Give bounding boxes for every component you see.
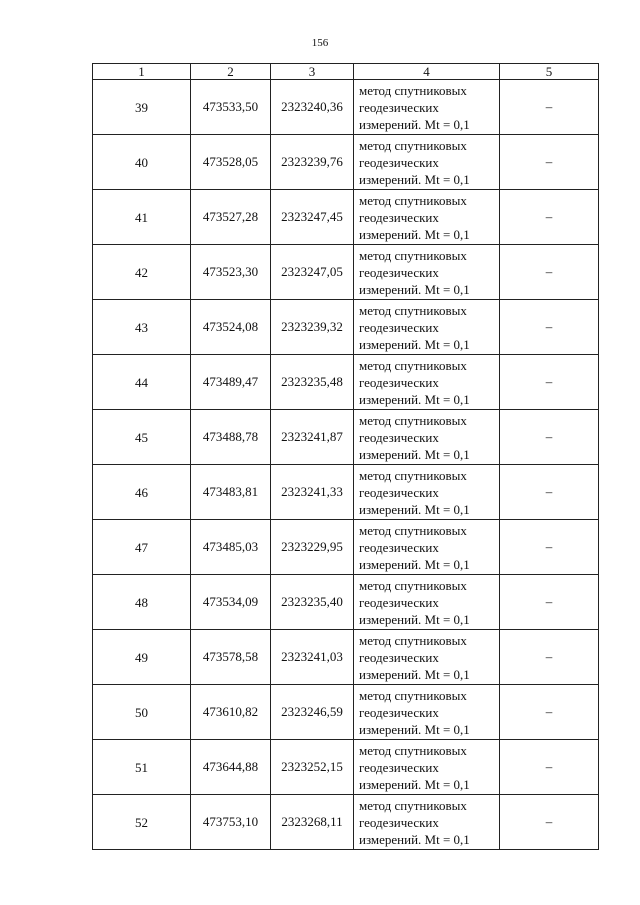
header-col-3: 3 bbox=[271, 64, 354, 80]
method-line-3: измерений. Mt = 0,1 bbox=[359, 831, 470, 847]
method-cell bbox=[354, 80, 500, 135]
column-5-cell: – bbox=[500, 80, 599, 135]
table-row bbox=[93, 630, 599, 685]
method-line-1: метод спутниковых bbox=[359, 577, 467, 593]
table-row bbox=[93, 135, 599, 190]
method-line-3: измерений. Mt = 0,1 bbox=[359, 501, 470, 517]
table-row bbox=[93, 685, 599, 740]
method-line-2: геодезических bbox=[359, 319, 439, 335]
table-row bbox=[93, 520, 599, 575]
method-line-1: метод спутниковых bbox=[359, 687, 467, 703]
method-line-1: метод спутниковых bbox=[359, 467, 467, 483]
table-row bbox=[93, 795, 599, 850]
y-coordinate-cell: 2323246,59 bbox=[271, 685, 354, 740]
method-line-1: метод спутниковых bbox=[359, 797, 467, 813]
method-line-1: метод спутниковых bbox=[359, 742, 467, 758]
method-line-1: метод спутниковых bbox=[359, 302, 467, 318]
table-row bbox=[93, 190, 599, 245]
point-number-cell: 46 bbox=[93, 465, 191, 520]
method-line-1: метод спутниковых bbox=[359, 632, 467, 648]
method-line-3: измерений. Mt = 0,1 bbox=[359, 116, 470, 132]
column-5-cell: – bbox=[500, 410, 599, 465]
y-coordinate-cell: 2323239,76 bbox=[271, 135, 354, 190]
point-number-cell: 51 bbox=[93, 740, 191, 795]
y-coordinate-cell: 2323241,33 bbox=[271, 465, 354, 520]
header-col-1: 1 bbox=[93, 64, 191, 80]
column-5-cell: – bbox=[500, 520, 599, 575]
x-coordinate-cell: 473578,58 bbox=[191, 630, 271, 685]
method-line-1: метод спутниковых bbox=[359, 82, 467, 98]
column-5-cell: – bbox=[500, 630, 599, 685]
method-line-3: измерений. Mt = 0,1 bbox=[359, 391, 470, 407]
table-row bbox=[93, 300, 599, 355]
method-cell bbox=[354, 465, 500, 520]
method-line-2: геодезических bbox=[359, 374, 439, 390]
x-coordinate-cell: 473489,47 bbox=[191, 355, 271, 410]
y-coordinate-cell: 2323229,95 bbox=[271, 520, 354, 575]
y-coordinate-cell: 2323247,45 bbox=[271, 190, 354, 245]
header-col-2: 2 bbox=[191, 64, 271, 80]
method-line-2: геодезических bbox=[359, 759, 439, 775]
table-row bbox=[93, 410, 599, 465]
column-5-cell: – bbox=[500, 355, 599, 410]
method-line-3: измерений. Mt = 0,1 bbox=[359, 281, 470, 297]
column-5-cell: – bbox=[500, 190, 599, 245]
table-row bbox=[93, 80, 599, 135]
method-line-1: метод спутниковых bbox=[359, 137, 467, 153]
table-header bbox=[93, 64, 599, 80]
method-line-2: геодезических bbox=[359, 704, 439, 720]
method-line-2: геодезических bbox=[359, 209, 439, 225]
table-row bbox=[93, 575, 599, 630]
method-line-3: измерений. Mt = 0,1 bbox=[359, 556, 470, 572]
method-line-3: измерений. Mt = 0,1 bbox=[359, 446, 470, 462]
method-cell bbox=[354, 740, 500, 795]
column-5-cell: – bbox=[500, 300, 599, 355]
coordinates-table bbox=[92, 63, 599, 850]
point-number-cell: 41 bbox=[93, 190, 191, 245]
method-line-2: геодезических bbox=[359, 99, 439, 115]
page-number: 156 bbox=[311, 37, 329, 49]
x-coordinate-cell: 473488,78 bbox=[191, 410, 271, 465]
table-row bbox=[93, 465, 599, 520]
header-col-5: 5 bbox=[500, 64, 599, 80]
column-5-cell: – bbox=[500, 795, 599, 850]
method-cell bbox=[354, 575, 500, 630]
column-5-cell: – bbox=[500, 465, 599, 520]
header-col-4: 4 bbox=[354, 64, 500, 80]
method-cell bbox=[354, 245, 500, 300]
method-line-2: геодезических bbox=[359, 264, 439, 280]
method-line-1: метод спутниковых bbox=[359, 192, 467, 208]
column-5-cell: – bbox=[500, 685, 599, 740]
method-cell bbox=[354, 630, 500, 685]
x-coordinate-cell: 473533,50 bbox=[191, 80, 271, 135]
x-coordinate-cell: 473485,03 bbox=[191, 520, 271, 575]
method-line-3: измерений. Mt = 0,1 bbox=[359, 776, 470, 792]
method-cell bbox=[354, 190, 500, 245]
point-number-cell: 39 bbox=[93, 80, 191, 135]
point-number-cell: 45 bbox=[93, 410, 191, 465]
method-cell bbox=[354, 135, 500, 190]
method-line-3: измерений. Mt = 0,1 bbox=[359, 611, 470, 627]
method-line-2: геодезических bbox=[359, 814, 439, 830]
x-coordinate-cell: 473528,05 bbox=[191, 135, 271, 190]
y-coordinate-cell: 2323235,40 bbox=[271, 575, 354, 630]
x-coordinate-cell: 473644,88 bbox=[191, 740, 271, 795]
y-coordinate-cell: 2323268,11 bbox=[271, 795, 354, 850]
x-coordinate-cell: 473523,30 bbox=[191, 245, 271, 300]
method-line-3: измерений. Mt = 0,1 bbox=[359, 721, 470, 737]
method-line-2: геодезических bbox=[359, 429, 439, 445]
table-body bbox=[93, 80, 599, 850]
column-5-cell: – bbox=[500, 245, 599, 300]
point-number-cell: 40 bbox=[93, 135, 191, 190]
column-5-cell: – bbox=[500, 575, 599, 630]
method-line-1: метод спутниковых bbox=[359, 247, 467, 263]
point-number-cell: 52 bbox=[93, 795, 191, 850]
y-coordinate-cell: 2323247,05 bbox=[271, 245, 354, 300]
method-line-1: метод спутниковых bbox=[359, 357, 467, 373]
table-row bbox=[93, 740, 599, 795]
method-line-2: геодезических bbox=[359, 649, 439, 665]
x-coordinate-cell: 473524,08 bbox=[191, 300, 271, 355]
method-line-2: геодезических bbox=[359, 154, 439, 170]
method-line-1: метод спутниковых bbox=[359, 522, 467, 538]
method-line-2: геодезических bbox=[359, 594, 439, 610]
x-coordinate-cell: 473483,81 bbox=[191, 465, 271, 520]
column-5-cell: – bbox=[500, 135, 599, 190]
point-number-cell: 44 bbox=[93, 355, 191, 410]
x-coordinate-cell: 473753,10 bbox=[191, 795, 271, 850]
method-line-3: измерений. Mt = 0,1 bbox=[359, 171, 470, 187]
column-5-cell: – bbox=[500, 740, 599, 795]
table-row bbox=[93, 245, 599, 300]
y-coordinate-cell: 2323239,32 bbox=[271, 300, 354, 355]
point-number-cell: 48 bbox=[93, 575, 191, 630]
table-row bbox=[93, 355, 599, 410]
method-cell bbox=[354, 410, 500, 465]
point-number-cell: 43 bbox=[93, 300, 191, 355]
method-line-2: геодезических bbox=[359, 539, 439, 555]
method-line-2: геодезических bbox=[359, 484, 439, 500]
method-line-3: измерений. Mt = 0,1 bbox=[359, 666, 470, 682]
method-line-1: метод спутниковых bbox=[359, 412, 467, 428]
method-line-3: измерений. Mt = 0,1 bbox=[359, 336, 470, 352]
x-coordinate-cell: 473610,82 bbox=[191, 685, 271, 740]
y-coordinate-cell: 2323252,15 bbox=[271, 740, 354, 795]
method-cell bbox=[354, 520, 500, 575]
y-coordinate-cell: 2323235,48 bbox=[271, 355, 354, 410]
point-number-cell: 42 bbox=[93, 245, 191, 300]
y-coordinate-cell: 2323240,36 bbox=[271, 80, 354, 135]
method-cell bbox=[354, 300, 500, 355]
point-number-cell: 50 bbox=[93, 685, 191, 740]
header-row bbox=[93, 64, 599, 80]
method-line-3: измерений. Mt = 0,1 bbox=[359, 226, 470, 242]
method-cell bbox=[354, 355, 500, 410]
method-cell bbox=[354, 795, 500, 850]
x-coordinate-cell: 473534,09 bbox=[191, 575, 271, 630]
y-coordinate-cell: 2323241,03 bbox=[271, 630, 354, 685]
point-number-cell: 47 bbox=[93, 520, 191, 575]
point-number-cell: 49 bbox=[93, 630, 191, 685]
y-coordinate-cell: 2323241,87 bbox=[271, 410, 354, 465]
x-coordinate-cell: 473527,28 bbox=[191, 190, 271, 245]
method-cell bbox=[354, 685, 500, 740]
